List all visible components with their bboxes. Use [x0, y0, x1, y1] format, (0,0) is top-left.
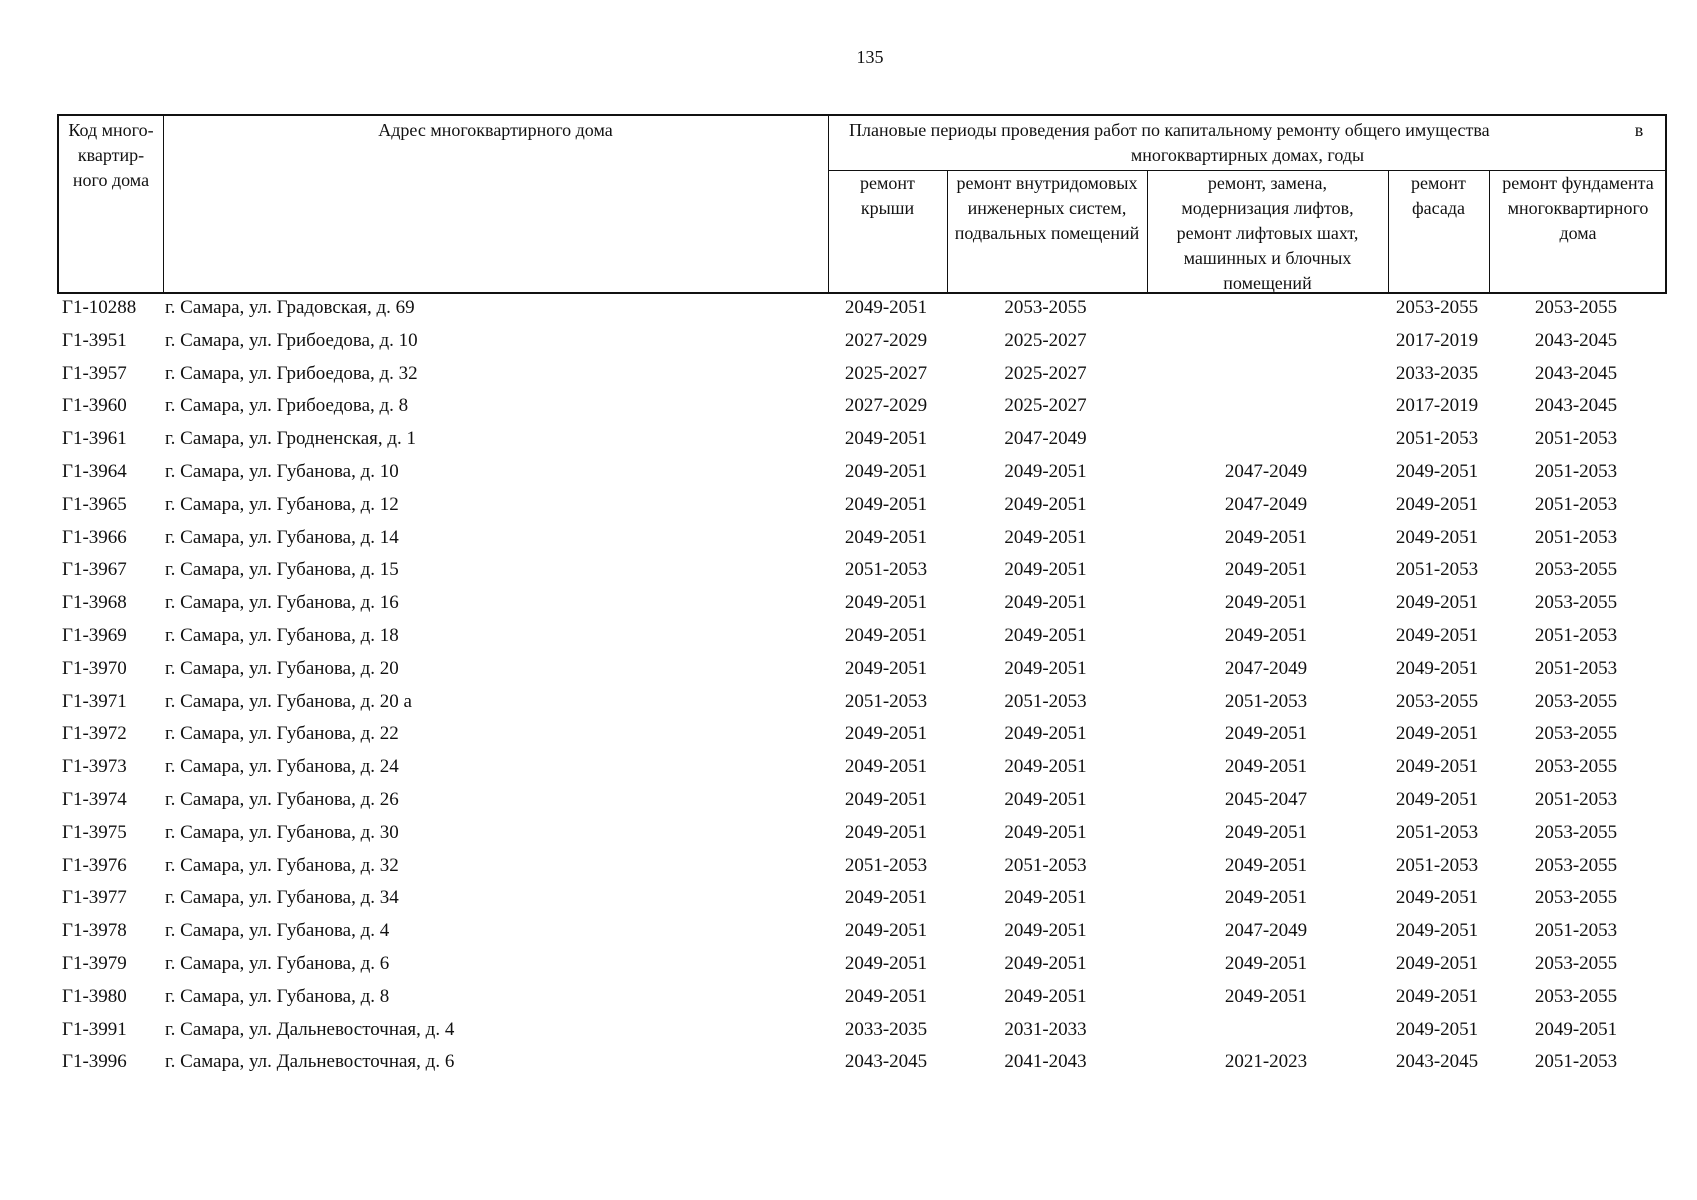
row-lifts: 2047-2049 — [1224, 920, 1308, 942]
row-facade: 2049-2051 — [1395, 952, 1479, 974]
row-facade: 2051-2053 — [1395, 854, 1479, 876]
row-lifts: 2047-2049 — [1224, 657, 1308, 679]
row-roof: 2049-2051 — [844, 756, 928, 778]
row-engineering: 2049-2051 — [1004, 493, 1087, 515]
row-code: Г1-10288 — [62, 297, 137, 318]
row-address: г. Самара, ул. Губанова, д. 14 — [165, 526, 399, 548]
row-roof: 2027-2029 — [844, 329, 928, 351]
row-engineering: 2049-2051 — [1004, 526, 1087, 548]
row-facade: 2053-2055 — [1395, 297, 1479, 318]
row-foundation: 2051-2053 — [1534, 428, 1618, 450]
row-roof: 2049-2051 — [844, 624, 928, 646]
table-row — [57, 492, 1667, 525]
row-address: г. Самара, ул. Губанова, д. 10 — [165, 460, 399, 482]
row-code: Г1-3969 — [62, 624, 127, 646]
table-row — [57, 721, 1667, 754]
row-roof: 2049-2051 — [844, 821, 928, 843]
row-roof: 2049-2051 — [844, 723, 928, 745]
table-row — [57, 918, 1667, 951]
row-engineering: 2049-2051 — [1004, 592, 1087, 614]
table-row — [57, 1017, 1667, 1050]
row-facade: 2049-2051 — [1395, 526, 1479, 548]
row-engineering: 2051-2053 — [1004, 854, 1087, 876]
row-foundation: 2053-2055 — [1534, 887, 1618, 909]
row-address: г. Самара, ул. Губанова, д. 20 а — [165, 690, 412, 712]
header-code: Код много-квартир-ного дома — [68, 120, 154, 190]
row-lifts: 2047-2049 — [1224, 493, 1308, 515]
row-facade: 2043-2045 — [1395, 1051, 1479, 1073]
row-code: Г1-3980 — [62, 985, 127, 1007]
row-engineering: 2049-2051 — [1004, 985, 1087, 1007]
header-address: Адрес многоквартирного дома — [378, 120, 613, 140]
row-lifts: 2049-2051 — [1224, 624, 1308, 646]
row-code: Г1-3965 — [62, 493, 127, 515]
row-foundation: 2053-2055 — [1534, 592, 1618, 614]
row-facade: 2051-2053 — [1395, 821, 1479, 843]
row-foundation: 2043-2045 — [1534, 395, 1618, 417]
row-foundation: 2053-2055 — [1534, 756, 1618, 778]
row-address: г. Самара, ул. Дальневосточная, д. 6 — [165, 1051, 455, 1073]
row-address: г. Самара, ул. Губанова, д. 34 — [165, 887, 399, 909]
row-address: г. Самара, ул. Губанова, д. 22 — [165, 723, 399, 745]
row-address: г. Самара, ул. Грибоедова, д. 10 — [165, 329, 418, 351]
row-roof: 2049-2051 — [844, 952, 928, 974]
table-row — [57, 557, 1667, 590]
row-address: г. Самара, ул. Губанова, д. 16 — [165, 592, 399, 614]
table-row — [57, 656, 1667, 689]
row-engineering: 2031-2033 — [1004, 1018, 1087, 1040]
row-engineering: 2025-2027 — [1004, 362, 1087, 384]
header-periods-line1: Плановые периоды проведения работ по капитальному ремонту общего имущества — [849, 120, 1490, 140]
row-code: Г1-3996 — [62, 1051, 127, 1073]
row-foundation: 2043-2045 — [1534, 329, 1618, 351]
row-facade: 2049-2051 — [1395, 657, 1479, 679]
row-engineering: 2025-2027 — [1004, 329, 1087, 351]
row-code: Г1-3971 — [62, 690, 127, 712]
row-engineering: 2049-2051 — [1004, 559, 1087, 581]
row-roof: 2051-2053 — [844, 690, 928, 712]
row-code: Г1-3957 — [62, 362, 127, 384]
row-address: г. Самара, ул. Губанова, д. 15 — [165, 559, 399, 581]
row-code: Г1-3972 — [62, 723, 127, 745]
row-roof: 2049-2051 — [844, 297, 928, 318]
table-row — [57, 361, 1667, 394]
row-engineering: 2049-2051 — [1004, 723, 1087, 745]
header-engineering: ремонт внутридомовых инженерных систем, подвальных помещений — [954, 173, 1140, 243]
row-engineering: 2049-2051 — [1004, 952, 1087, 974]
row-lifts: 2051-2053 — [1224, 690, 1308, 712]
row-lifts: 2049-2051 — [1224, 821, 1308, 843]
row-foundation: 2051-2053 — [1534, 657, 1618, 679]
row-foundation: 2043-2045 — [1534, 362, 1618, 384]
row-facade: 2049-2051 — [1395, 592, 1479, 614]
row-code: Г1-3973 — [62, 756, 127, 778]
row-foundation: 2051-2053 — [1534, 788, 1618, 810]
row-code: Г1-3970 — [62, 657, 127, 679]
row-facade: 2051-2053 — [1395, 559, 1479, 581]
row-code: Г1-3960 — [62, 395, 127, 417]
row-roof: 2043-2045 — [844, 1051, 928, 1073]
row-address: г. Самара, ул. Губанова, д. 30 — [165, 821, 399, 843]
row-foundation: 2053-2055 — [1534, 985, 1618, 1007]
row-facade: 2049-2051 — [1395, 985, 1479, 1007]
row-facade: 2049-2051 — [1395, 460, 1479, 482]
row-address: г. Самара, ул. Гродненская, д. 1 — [165, 428, 417, 450]
row-address: г. Самара, ул. Грибоедова, д. 32 — [165, 362, 418, 384]
table-row — [57, 623, 1667, 656]
row-address: г. Самара, ул. Губанова, д. 6 — [165, 952, 390, 974]
row-code: Г1-3964 — [62, 460, 127, 482]
row-code: Г1-3961 — [62, 428, 127, 450]
row-foundation: 2051-2053 — [1534, 493, 1618, 515]
row-engineering: 2049-2051 — [1004, 788, 1087, 810]
row-lifts: 2045-2047 — [1224, 788, 1308, 810]
row-engineering: 2053-2055 — [1004, 297, 1087, 318]
row-lifts: 2049-2051 — [1224, 756, 1308, 778]
row-lifts: 2049-2051 — [1224, 985, 1308, 1007]
table-row — [57, 590, 1667, 623]
row-engineering: 2049-2051 — [1004, 624, 1087, 646]
row-facade: 2017-2019 — [1395, 329, 1479, 351]
table-row — [57, 459, 1667, 492]
row-code: Г1-3974 — [62, 788, 127, 810]
row-foundation: 2051-2053 — [1534, 624, 1618, 646]
header-lifts: ремонт, замена, модернизация лифтов, ремонт лифтовых шахт, машинных и блочных помещений — [1176, 173, 1359, 293]
row-address: г. Самара, ул. Градовская, д. 69 — [165, 297, 415, 318]
row-engineering: 2047-2049 — [1004, 428, 1087, 450]
header-roof: ремонт крыши — [860, 173, 915, 218]
row-facade: 2049-2051 — [1395, 624, 1479, 646]
row-address: г. Самара, ул. Губанова, д. 12 — [165, 493, 399, 515]
table-body — [57, 295, 1667, 1082]
table-row — [57, 328, 1667, 361]
row-address: г. Самара, ул. Губанова, д. 26 — [165, 788, 399, 810]
row-address: г. Самара, ул. Губанова, д. 32 — [165, 854, 399, 876]
row-roof: 2033-2035 — [844, 1018, 928, 1040]
row-engineering: 2025-2027 — [1004, 395, 1087, 417]
row-engineering: 2049-2051 — [1004, 756, 1087, 778]
row-foundation: 2051-2053 — [1534, 460, 1618, 482]
table-row — [57, 754, 1667, 787]
row-address: г. Самара, ул. Губанова, д. 8 — [165, 985, 390, 1007]
table-row — [57, 951, 1667, 984]
row-engineering: 2049-2051 — [1004, 460, 1087, 482]
row-foundation: 2053-2055 — [1534, 690, 1618, 712]
row-engineering: 2049-2051 — [1004, 657, 1087, 679]
row-code: Г1-3975 — [62, 821, 127, 843]
row-roof: 2049-2051 — [844, 592, 928, 614]
row-foundation: 2051-2053 — [1534, 526, 1618, 548]
row-roof: 2049-2051 — [844, 428, 928, 450]
row-foundation: 2053-2055 — [1534, 297, 1618, 318]
row-address: г. Самара, ул. Губанова, д. 4 — [165, 920, 390, 942]
header-foundation: ремонт фундамента многоквартирного дома — [1502, 173, 1654, 243]
row-code: Г1-3976 — [62, 854, 127, 876]
table-row — [57, 295, 1667, 328]
row-foundation: 2053-2055 — [1534, 723, 1618, 745]
row-engineering: 2049-2051 — [1004, 887, 1087, 909]
table-row — [57, 426, 1667, 459]
table-row — [57, 885, 1667, 918]
row-facade: 2049-2051 — [1395, 493, 1479, 515]
table-row — [57, 393, 1667, 426]
row-foundation: 2053-2055 — [1534, 952, 1618, 974]
table-row — [57, 525, 1667, 558]
row-roof: 2049-2051 — [844, 887, 928, 909]
row-roof: 2051-2053 — [844, 559, 928, 581]
row-lifts: 2021-2023 — [1224, 1051, 1308, 1073]
row-code: Г1-3979 — [62, 952, 127, 974]
row-foundation: 2049-2051 — [1534, 1018, 1618, 1040]
row-facade: 2049-2051 — [1395, 920, 1479, 942]
row-code: Г1-3978 — [62, 920, 127, 942]
row-address: г. Самара, ул. Грибоедова, д. 8 — [165, 395, 409, 417]
row-roof: 2049-2051 — [844, 920, 928, 942]
row-roof: 2049-2051 — [844, 985, 928, 1007]
row-roof: 2049-2051 — [844, 526, 928, 548]
table-row — [57, 853, 1667, 886]
row-foundation: 2053-2055 — [1534, 821, 1618, 843]
row-facade: 2049-2051 — [1395, 788, 1479, 810]
row-lifts: 2049-2051 — [1224, 723, 1308, 745]
row-code: Г1-3951 — [62, 329, 127, 351]
row-engineering: 2051-2053 — [1004, 690, 1087, 712]
row-address: г. Самара, ул. Губанова, д. 18 — [165, 624, 399, 646]
row-facade: 2049-2051 — [1395, 887, 1479, 909]
table-row — [57, 787, 1667, 820]
row-lifts: 2049-2051 — [1224, 952, 1308, 974]
header-periods-line2: многоквартирных домах, годы — [1130, 145, 1365, 165]
row-facade: 2049-2051 — [1395, 1018, 1479, 1040]
row-lifts: 2049-2051 — [1224, 592, 1308, 614]
row-code: Г1-3966 — [62, 526, 127, 548]
row-foundation: 2051-2053 — [1534, 920, 1618, 942]
table-header — [57, 114, 1667, 294]
header-facade: ремонт фасада — [1411, 173, 1466, 218]
row-roof: 2049-2051 — [844, 657, 928, 679]
row-code: Г1-3991 — [62, 1018, 127, 1040]
row-lifts: 2049-2051 — [1224, 854, 1308, 876]
table-row — [57, 689, 1667, 722]
header-periods-v: в — [1634, 120, 1644, 140]
row-foundation: 2053-2055 — [1534, 559, 1618, 581]
row-lifts: 2049-2051 — [1224, 526, 1308, 548]
table-row — [57, 984, 1667, 1017]
row-roof: 2051-2053 — [844, 854, 928, 876]
row-code: Г1-3977 — [62, 887, 127, 909]
row-address: г. Самара, ул. Дальневосточная, д. 4 — [165, 1018, 455, 1040]
table-row — [57, 820, 1667, 853]
page-number: 135 — [856, 47, 884, 67]
row-facade: 2049-2051 — [1395, 756, 1479, 778]
row-code: Г1-3968 — [62, 592, 127, 614]
row-roof: 2025-2027 — [844, 362, 928, 384]
table-row — [57, 1049, 1667, 1082]
row-engineering: 2049-2051 — [1004, 920, 1087, 942]
row-facade: 2017-2019 — [1395, 395, 1479, 417]
row-foundation: 2051-2053 — [1534, 1051, 1618, 1073]
row-facade: 2051-2053 — [1395, 428, 1479, 450]
row-lifts: 2049-2051 — [1224, 559, 1308, 581]
row-roof: 2049-2051 — [844, 460, 928, 482]
row-engineering: 2041-2043 — [1004, 1051, 1087, 1073]
row-roof: 2049-2051 — [844, 788, 928, 810]
row-facade: 2053-2055 — [1395, 690, 1479, 712]
row-foundation: 2053-2055 — [1534, 854, 1618, 876]
row-facade: 2033-2035 — [1395, 362, 1479, 384]
row-facade: 2049-2051 — [1395, 723, 1479, 745]
row-roof: 2027-2029 — [844, 395, 928, 417]
row-address: г. Самара, ул. Губанова, д. 24 — [165, 756, 399, 778]
row-engineering: 2049-2051 — [1004, 821, 1087, 843]
row-lifts: 2047-2049 — [1224, 460, 1308, 482]
row-code: Г1-3967 — [62, 559, 127, 581]
row-roof: 2049-2051 — [844, 493, 928, 515]
row-address: г. Самара, ул. Губанова, д. 20 — [165, 657, 399, 679]
row-lifts: 2049-2051 — [1224, 887, 1308, 909]
